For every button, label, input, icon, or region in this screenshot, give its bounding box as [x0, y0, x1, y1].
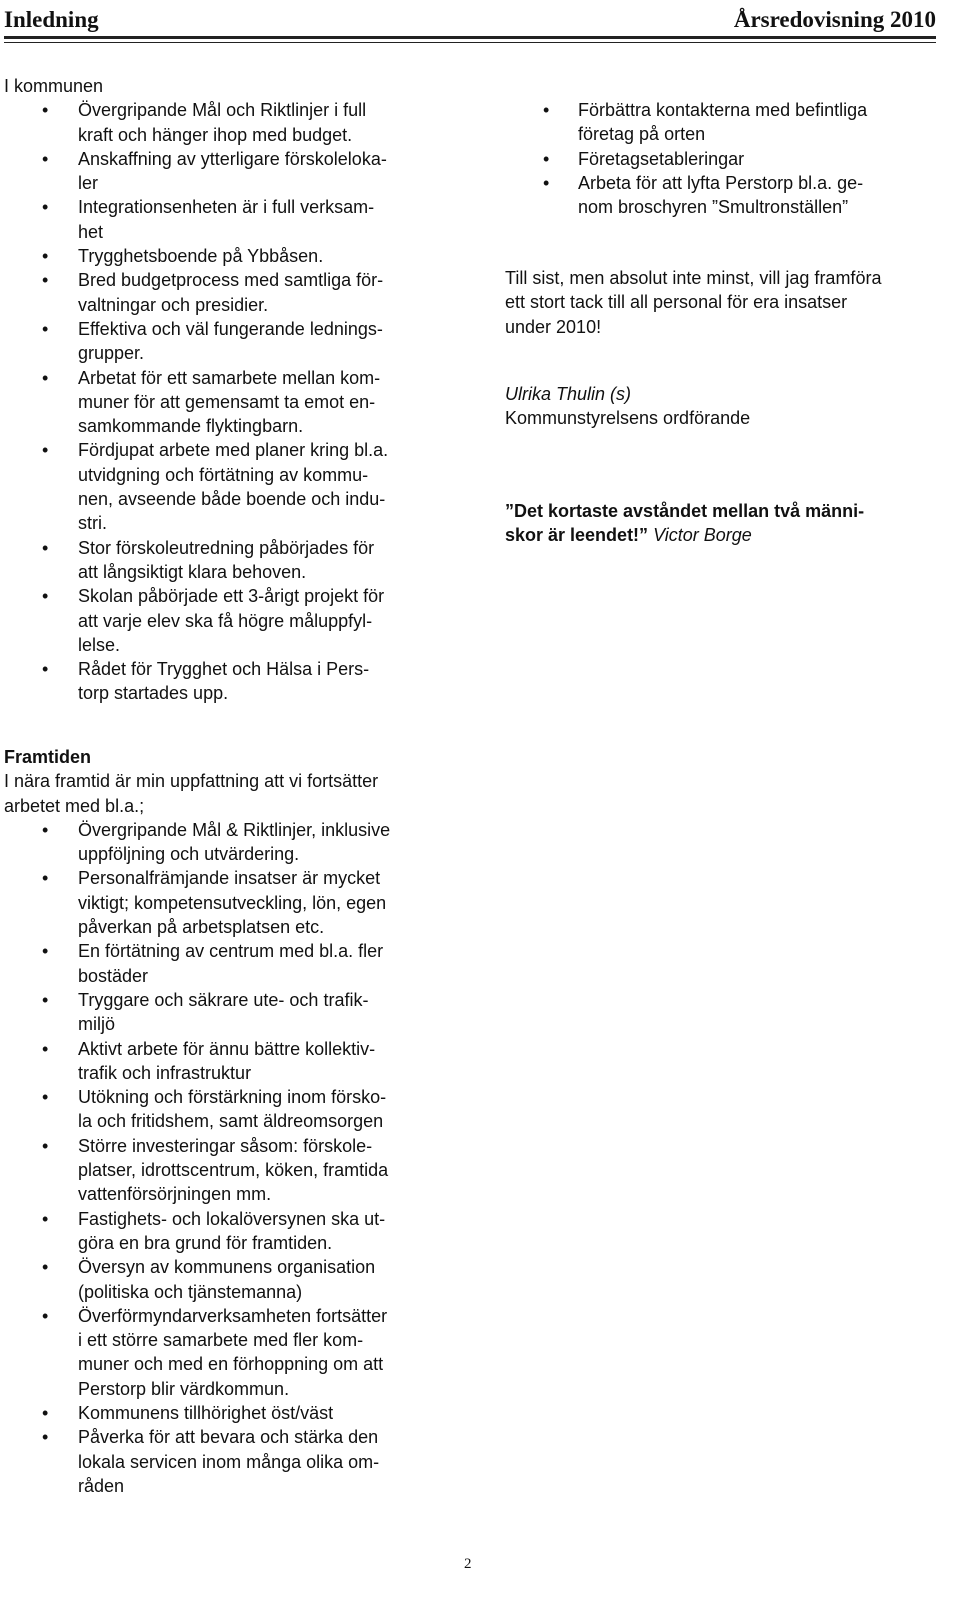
- kommunen-bullet-item: [4, 536, 444, 585]
- kommunen-heading: I kommunen: [4, 76, 104, 96]
- quote-line-2: skor är leendet!”: [505, 525, 649, 546]
- kommunen-bullet-item-line: • Anskaffning av ytterligare förskoleloka-: [78, 148, 387, 169]
- framtiden-bullet-item: [4, 1037, 444, 1086]
- kommunen-bullet-item: [4, 584, 444, 657]
- thanks-line: Till sist, men absolut inte minst, vill jag framföra: [505, 268, 882, 288]
- framtiden-bullet-item-line: • Tryggare och säkrare ute- och trafik-: [78, 989, 369, 1010]
- thanks-paragraph: [505, 266, 933, 339]
- kommunen-bullet-item: [4, 268, 444, 317]
- goal-item: [505, 171, 935, 220]
- kommunen-bullet-item-line: torp startades upp.: [78, 683, 229, 704]
- kommunen-bullet-item-line: • Stor förskoleutredning påbörjades för: [78, 537, 375, 558]
- kommunen-bullet-item: [4, 438, 444, 535]
- quote-block: [505, 499, 935, 548]
- framtiden-bullet-item-line: göra en bra grund för framtiden.: [78, 1232, 333, 1253]
- framtiden-bullet-item-line: • Personalfrämjande insatser är mycket: [78, 868, 381, 889]
- right-column: [505, 98, 935, 219]
- framtiden-intro-line: arbetet med bl.a.;: [4, 795, 145, 816]
- framtiden-bullet-item-line: • Övergripande Mål & Riktlinjer, inklusive: [78, 819, 391, 840]
- framtiden-bullet-item: [4, 1085, 444, 1134]
- goal-item-line: • Arbeta för att lyfta Perstorp bl.a. ge-: [578, 172, 864, 193]
- page-header: [4, 4, 936, 39]
- signature-name: Ulrika Thulin (s): [505, 384, 632, 404]
- framtiden-bullet-item: [4, 1304, 444, 1401]
- framtiden-intro-line: I nära framtid är min uppfattning att vi fortsätter: [4, 771, 379, 792]
- kommunen-bullet-item-line: muner för att gemensamt ta emot en-: [78, 391, 376, 412]
- goal-item-line: • Förbättra kontakterna med befintliga: [578, 100, 868, 120]
- kommunen-bullet-item-line: • Fördjupat arbete med planer kring bl.a.: [78, 440, 389, 461]
- kommunen-bullet-item: [4, 657, 444, 706]
- framtiden-bullet-item-line: uppföljning och utvärdering.: [78, 844, 300, 865]
- kommunen-bullet-item-line: • Rådet för Trygghet och Hälsa i Pers-: [78, 659, 370, 680]
- framtiden-bullet-item: [4, 1425, 444, 1498]
- kommunen-list: [4, 98, 444, 705]
- framtiden-bullet-item-line: • Påverka för att bevara och stärka den: [78, 1427, 379, 1448]
- framtiden-list: [4, 818, 444, 1498]
- framtiden-bullet-item: [4, 866, 444, 939]
- kommunen-bullet-item: [4, 317, 444, 366]
- signature-block: [505, 382, 933, 431]
- framtiden-bullet-item-line: • Större investeringar såsom: förskole-: [78, 1135, 373, 1156]
- framtiden-bullet-item-line: • Överförmyndarverksamheten fortsätter: [78, 1305, 388, 1326]
- report-title: Årsredovisning 2010: [733, 7, 936, 32]
- framtiden-bullet-item-line: lokala servicen inom många olika om-: [78, 1451, 380, 1472]
- goal-item-line: nom broschyren ”Smultronställen”: [578, 197, 849, 218]
- thanks-line: ett stort tack till all personal för era insatser: [505, 292, 848, 313]
- kommunen-bullet-item: [4, 244, 444, 268]
- kommunen-bullet-item-line: grupper.: [78, 343, 145, 364]
- kommunen-bullet-item-line: • Trygghetsboende på Ybbåsen.: [78, 246, 324, 267]
- framtiden-bullet-item-line: platser, idrottscentrum, köken, framtida: [78, 1160, 389, 1181]
- framtiden-bullet-item-line: trafik och infrastruktur: [78, 1062, 252, 1083]
- quote-author: Victor Borge: [653, 525, 752, 546]
- framtiden-bullet-item-line: • Kommunens tillhörighet öst/väst: [78, 1403, 334, 1424]
- framtiden-bullet-item: [4, 939, 444, 988]
- framtiden-bullet-item-line: råden: [78, 1475, 125, 1496]
- kommunen-bullet-item-line: • Bred budgetprocess med samtliga för-: [78, 270, 384, 291]
- framtiden-bullet-item-line: • Översyn av kommunens organisation: [78, 1257, 376, 1278]
- framtiden-bullet-item: [4, 988, 444, 1037]
- kommunen-bullet-item: [4, 366, 444, 439]
- framtiden-bullet-item-line: • Fastighets- och lokalöversynen ska ut-: [78, 1208, 386, 1229]
- goals-list: [505, 98, 935, 219]
- framtiden-bullet-item: [4, 1255, 444, 1304]
- goal-item-line: • Företagsetableringar: [578, 148, 745, 169]
- kommunen-bullet-item-line: utvidgning och förtätning av kommu-: [78, 464, 369, 485]
- framtiden-bullet-item-line: Perstorp blir värdkommun.: [78, 1378, 290, 1399]
- goal-item-line: företag på orten: [578, 124, 706, 145]
- framtiden-bullet-item-line: (politiska och tjänstemanna): [78, 1281, 303, 1302]
- kommunen-bullet-item: [4, 195, 444, 244]
- goal-item: [505, 147, 935, 171]
- framtiden-bullet-item-line: viktigt; kompetensutveckling, lön, egen: [78, 892, 387, 913]
- framtiden-section: [4, 745, 444, 1498]
- kommunen-bullet-item-line: • Integrationsenheten är i full verksam-: [78, 197, 375, 218]
- framtiden-bullet-item-line: miljö: [78, 1014, 116, 1035]
- framtiden-bullet-item: [4, 1134, 444, 1207]
- kommunen-bullet-item-line: nen, avseende både boende och indu-: [78, 489, 386, 510]
- framtiden-bullet-item-line: • Aktivt arbete för ännu bättre kollektiv-: [78, 1038, 376, 1059]
- kommunen-bullet-item-line: • Arbetat för ett samarbete mellan kom-: [78, 367, 381, 388]
- kommunen-bullet-item-line: ler: [78, 173, 99, 194]
- signature-title: Kommunstyrelsens ordförande: [505, 408, 751, 429]
- kommunen-bullet-item-line: • Skolan påbörjade ett 3-årigt projekt för: [78, 586, 385, 607]
- kommunen-bullet-item-line: • Effektiva och väl fungerande lednings-: [78, 318, 383, 339]
- kommunen-bullet-item-line: att varje elev ska få högre måluppfyl-: [78, 610, 373, 631]
- kommunen-bullet-item-line: stri.: [78, 513, 107, 534]
- thanks-line: under 2010!: [505, 316, 602, 337]
- kommunen-bullet-item-line: kraft och hänger ihop med budget.: [78, 124, 353, 145]
- kommunen-section: [4, 74, 444, 706]
- framtiden-bullet-item-line: påverkan på arbetsplatsen etc.: [78, 917, 325, 938]
- framtiden-bullet-item-line: muner och med en förhoppning om att: [78, 1354, 384, 1375]
- kommunen-bullet-item: [4, 98, 444, 147]
- framtiden-bullet-item-line: • En förtätning av centrum med bl.a. fler: [78, 941, 384, 962]
- kommunen-bullet-item: [4, 147, 444, 196]
- quote-line-1: ”Det kortaste avståndet mellan två männi-: [505, 501, 865, 521]
- goal-item: [505, 98, 935, 147]
- framtiden-bullet-item: [4, 1401, 444, 1425]
- kommunen-bullet-item-line: samkommande flyktingbarn.: [78, 416, 304, 437]
- framtiden-bullet-item: [4, 818, 444, 867]
- framtiden-bullet-item-line: bostäder: [78, 965, 149, 986]
- framtiden-bullet-item-line: la och fritidshem, samt äldreomsorgen: [78, 1111, 384, 1132]
- framtiden-bullet-item-line: vattenförsörjningen mm.: [78, 1184, 272, 1205]
- page-number: 2: [464, 1556, 472, 1572]
- kommunen-bullet-item-line: lelse.: [78, 634, 121, 655]
- section-title: Inledning: [4, 7, 99, 32]
- framtiden-bullet-item: [4, 1207, 444, 1256]
- kommunen-bullet-item-line: att långsiktigt klara behoven.: [78, 561, 307, 582]
- kommunen-bullet-item-line: • Övergripande Mål och Riktlinjer i full: [78, 100, 367, 121]
- framtiden-heading: Framtiden: [4, 747, 92, 767]
- framtiden-bullet-item-line: i ett större samarbete med fler kom-: [78, 1330, 364, 1351]
- kommunen-bullet-item-line: het: [78, 221, 104, 242]
- kommunen-bullet-item-line: valtningar och presidier.: [78, 294, 269, 315]
- framtiden-bullet-item-line: • Utökning och förstärkning inom försko-: [78, 1087, 387, 1108]
